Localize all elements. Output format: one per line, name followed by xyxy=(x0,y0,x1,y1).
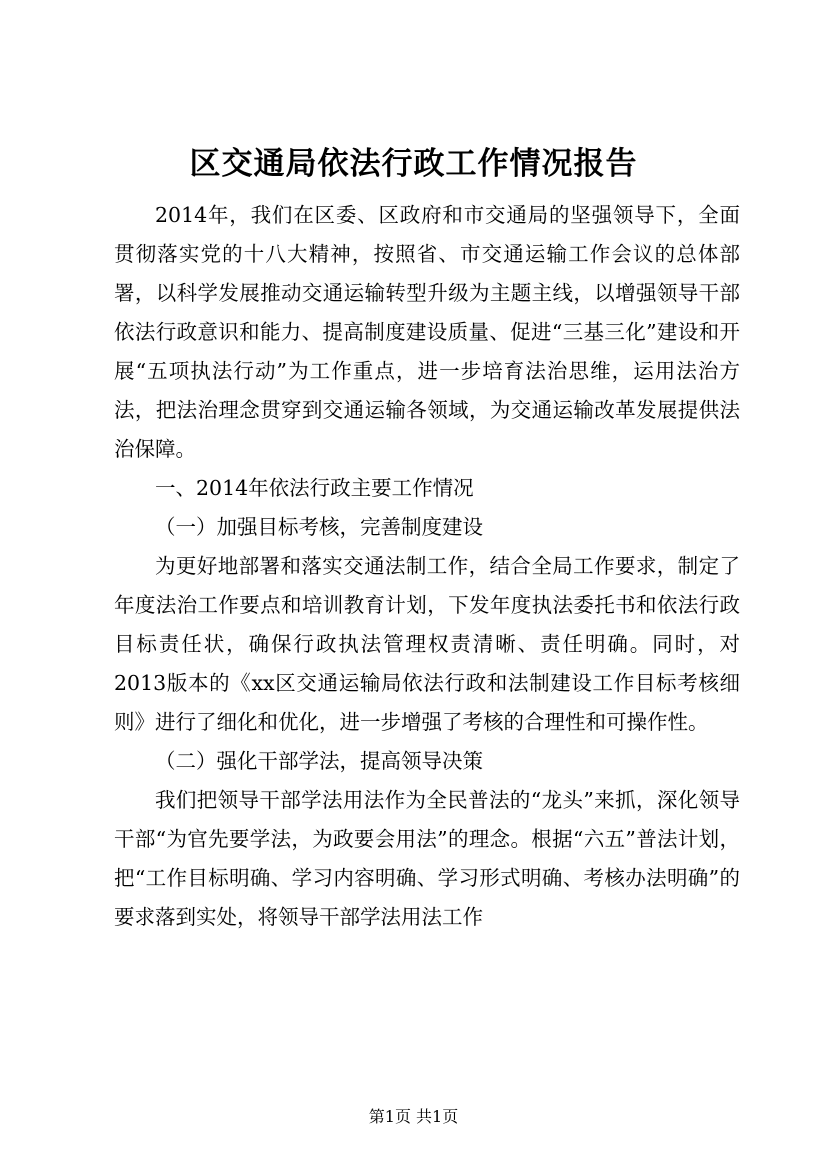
subsection-heading-1: （一）加强目标考核，完善制度建设 xyxy=(155,515,483,539)
subsection-1-paragraph: 为更好地部署和落实交通法制工作，结合全局工作要求，制定了年度法治工作要点和培训教育计划，下发年度执法委托书和依法行政目标责任状，确保行政执法管理权责清晰、责任明确。同时，对2013版本的《xx区交通运输局依法行政和法制建设工作目标考核细则》进行了细化和优化，进一步增强了考核的合理性和可操作性。 xyxy=(114,554,740,734)
document-title: 区交通局依法行政工作情况报告 xyxy=(189,146,638,182)
subsection-heading-2: （二）强化干部学法，提高领导决策 xyxy=(155,749,483,773)
page-footer: 第1页 共1页 xyxy=(368,1107,459,1126)
subsection-2-paragraph: 我们把领导干部学法用法作为全民普法的“龙头”来抓，深化领导干部“为官先要学法，为政要会用法”的理念。根据“六五”普法计划，把“工作目标明确、学习内容明确、学习形式明确、考核办法明确”的要求落到实处，将领导干部学法用法工作 xyxy=(114,788,740,929)
intro-paragraph: 2014年，我们在区委、区政府和市交通局的坚强领导下，全面贯彻落实党的十八大精神，按照省、市交通运输工作会议的总体部署，以科学发展推动交通运输转型升级为主题主线，以增强领导干部依法行政意识和能力、提高制度建设质量、促进“三基三化”建设和开展“五项执法行动”为工作重点，进一步培育法治思维，运用法治方法，把法治理念贯穿到交通运输各领域，为交通运输改革发展提供法治保障。 xyxy=(114,203,740,461)
section-heading-1: 一、2014年依法行政主要工作情况 xyxy=(155,476,474,500)
document-body xyxy=(114,196,740,937)
